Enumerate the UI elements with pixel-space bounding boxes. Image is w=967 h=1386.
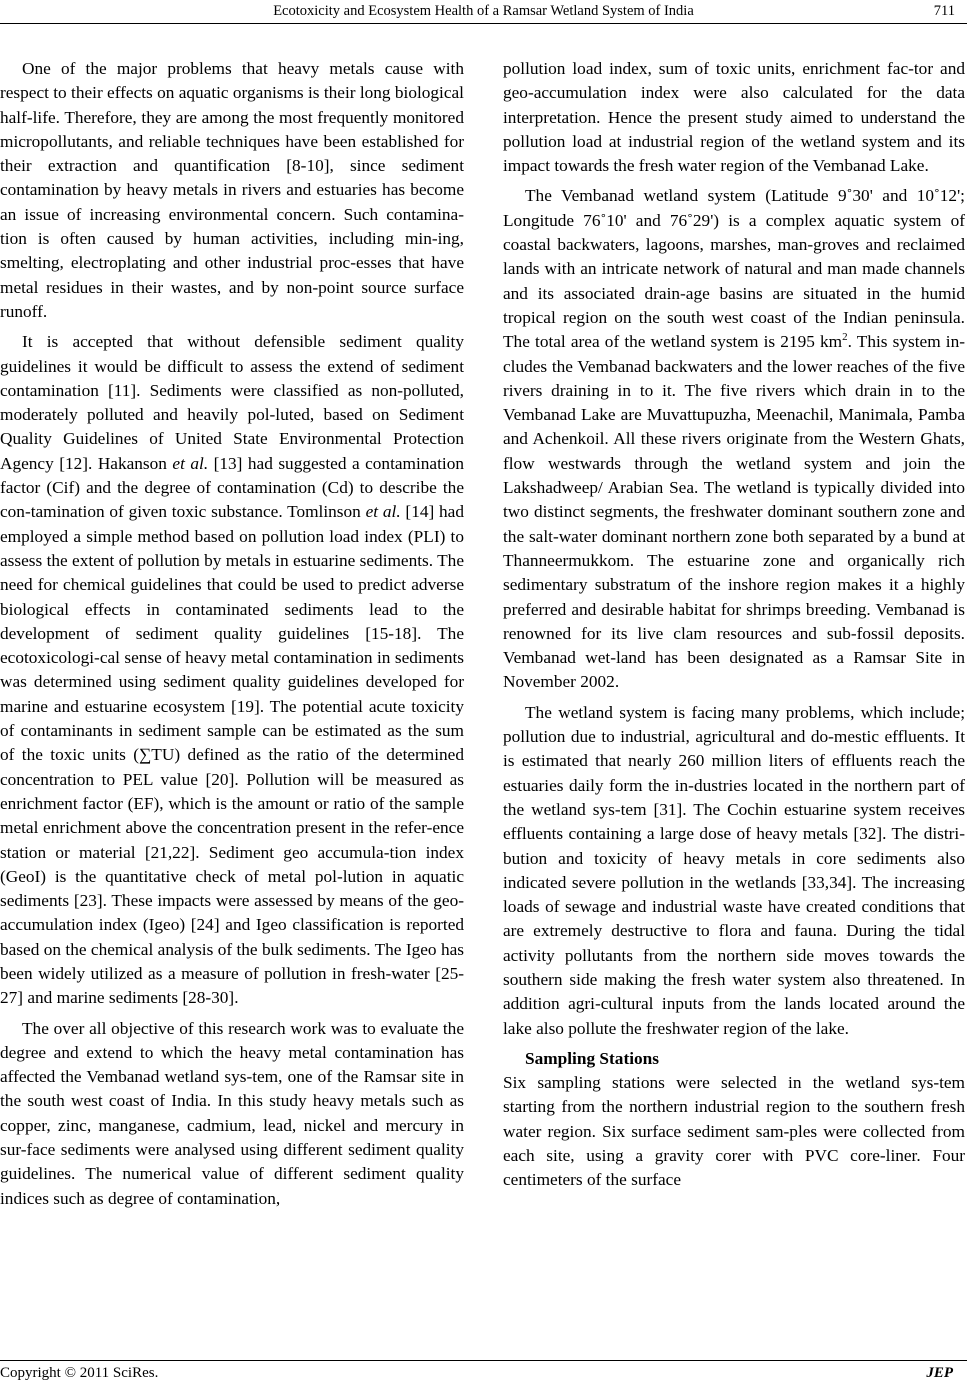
text-run: The Vembanad wetland system (Latitude 9˚30' and 10˚12'; Longitude 76˚10' and 76˚29') is a complex aquatic system of coastal backwaters, lagoons, marshes, man-groves and reclaimed lands with an intricate network of natural and man made channels and its associated drain-age basins are situated in the humid tropical region on the south west coast of the Indian peninsula. The total area of the wetland system is 2195 km: [503, 186, 965, 352]
section-heading-sampling: Sampling Stations: [525, 1048, 659, 1068]
header-rule: [0, 23, 967, 24]
text-run: It is accepted that without defensible sediment quality guidelines it would be difficult to assess the extend of sediment contamination [11]. Sediments were classified as non-polluted, moderately polluted and heavily pol-luted, based on Sediment Quality Guidelines of United State Environmental Protection Agency [12]. Hakanson: [0, 332, 464, 473]
superscript: 2: [842, 331, 848, 344]
text-run: [13] had suggested a contamination factor (Cif) and the degree of contamination (Cd) to describe the con-tamination of given toxic substance. Tomlinson: [0, 453, 464, 522]
paragraph-heavy-metals: One of the major problems that heavy metals cause with respect to their effects on aquatic organisms is their long biological half-life. Therefore, they are among the most frequently monitored micropollutants, and reliable techniques have been established for their extraction and quantification [8-10], since sediment contamination by heavy metals in rivers and estuaries has become an issue of increasing environmental concern. Such contamina-tion is often caused by human activities, including min-ing, smelting, electroplating and other industrial proc-esses that have metal residues in their wastes, and by non-point source surface runoff.: [0, 59, 464, 321]
right-column: [503, 57, 965, 1193]
page-header: [0, 0, 967, 30]
paragraph-sediment-guidelines: [0, 330, 464, 1010]
text-run: . This system in-cludes the Vembanad backwaters and the lower reaches of the five rivers draining in to it. The five rivers which drain in to the Vembanad Lake are Muvattupuzha, Meenachil, Manimala, Pamba and Achenkoil. All these rivers originate from the Western Ghats, flow westwards through the wetland system and join the Lakshadweep/ Arabian Sea. The wetland is typically divided into two distinct segments, the freshwater dominant southern zone and the salt-water dominant northern zone both separated by a bund at Thanneermukkom. The estuarine zone and organically rich sedimentary substratum of the inshore region makes it a highly preferred and desirable habitat for shrimps breeding. Vembanad is renowned for its live clam resources and sub-fossil deposits. Vembanad wet-land has been designated as a Ramsar Site in November 2002.: [503, 332, 965, 692]
paragraph-sampling: Six sampling stations were selected in the wetland sys-tem starting from the northern industrial region to the southern fresh water region. Six surface sediment sam-ples were collected from each site, using a gravity corer with PVC core-liner. Four centimeters of the surface: [503, 1073, 965, 1190]
paragraph-objective: The over all objective of this research work was to evaluate the degree and extend to which the heavy metal contamination has affected the Vembanad wetland sys-tem, one of the Ramsar site in the south west coast of India. In this study heavy metals such as copper, zinc, manganese, cadmium, lead, nickel and mercury in sur-face sediments were analysed using different sediment quality guidelines. The numerical value of different sediment quality indices such as degree of contamination,: [0, 1018, 464, 1208]
running-title: Ecotoxicity and Ecosystem Health of a Ramsar Wetland System of India: [273, 3, 694, 19]
footer-rule: [0, 1360, 967, 1361]
left-column: [0, 57, 464, 1211]
copyright-notice: Copyright © 2011 SciRes.: [0, 1365, 159, 1381]
page-footer: [0, 1346, 967, 1386]
text-run: [14] had employed a simple method based on pollution load index (PLI) to assess the extent of pollution by metals in estuarine sediments. The need for chemical guidelines that could be used to predict adverse biological effects in contaminated sediments lead to the development of sediment quality guidelines [15-18]. The ecotoxicologi-cal sense of heavy metal contamination in sediments was determined using sediment quality guidelines developed for marine and estuarine ecosystem [19]. The potential acute toxicity of contaminants in sediment sample can be estimated as the sum of the toxic units (∑TU) defined as the ratio of the determined concentration to PEL value [20]. Pollution will be measured as enrichment factor (EF), which is the amount or ratio of the sample metal enrichment above the concentration present in the refer-ence station or material [21,22]. Sediment geo accumula-tion index (GeoI) is the quantitative check of metal pol-lution in aquatic sediments [23]. These impacts were assessed by means of the geo-accumulation index (Igeo) [24] and Igeo classification is reported based on the chemical analysis of the bulk sediments. The Igeo has been widely utilized as a measure of pollution in fresh-water [25-27] and marine sediments [28-30].: [0, 502, 464, 1008]
page-number: 711: [933, 3, 955, 19]
paragraph-continuation: pollution load index, sum of toxic units, enrichment fac-tor and geo-accumulation index were also calculated for the data interpretation. Hence the present study aimed to understand the pollution load at industrial region of the wetland system and its impact towards the fresh water region of the Vembanad Lake.: [503, 59, 965, 176]
paragraph-vembanad-system: [503, 184, 965, 694]
italic-et-al: et al.: [365, 502, 401, 522]
italic-et-al: et al.: [172, 453, 209, 473]
paragraph-problems: The wetland system is facing many problems, which include; pollution due to industrial, agricultural and do-mestic effluents. It is estimated that nearly 260 million liters of effluents reach the estuaries daily form the in-dustries located in the northern part of the wetland sys-tem [31]. The Cochin estuarine system receives effluents containing a large dose of heavy metals [32]. The distri-bution and toxicity of heavy metals in core sediments also indicated severe pollution in the wetlands [33,34]. The increasing loads of sewage and industrial waste have created conditions that are extremely destructive to flora and fauna. During the tidal activity pollutants from the northern side moves towards the southern side making the fresh water system also threatened. In addition agri-cultural inputs from the lands located around the lake also pollute the freshwater region of the lake.: [503, 702, 965, 1038]
journal-abbrev: JEP: [926, 1365, 953, 1381]
